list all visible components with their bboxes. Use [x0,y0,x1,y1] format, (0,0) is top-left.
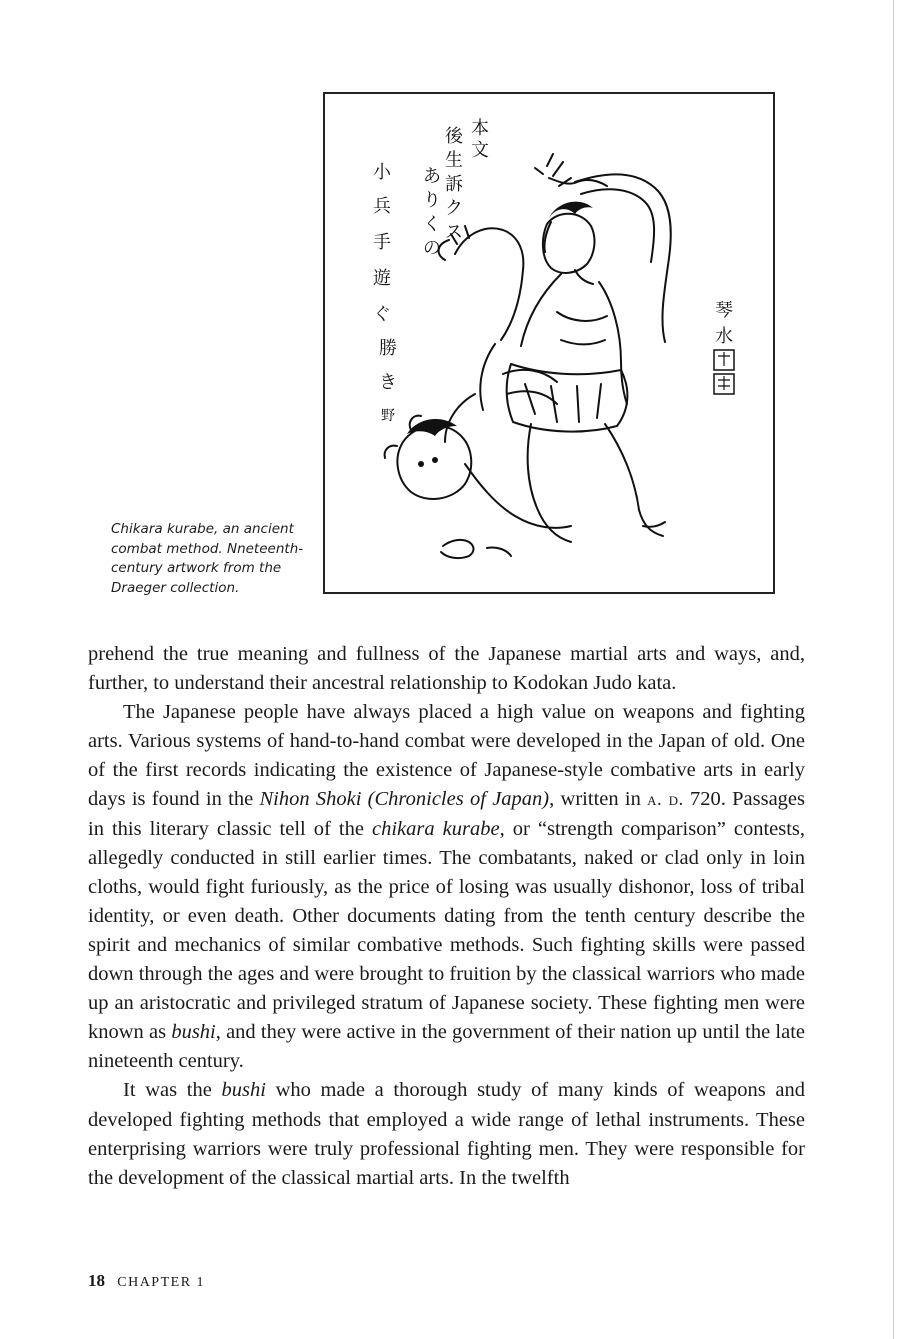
svg-text:ク: ク [445,198,463,219]
paragraph-1: prehend the true meaning and fullness of the Japanese martial arts and ways, and, further, to understand their ancestral relationship to Kodokan Judo kata. [88,643,805,695]
p2-text-b: , written in [549,788,648,811]
page-edge-rule [893,0,894,1339]
svg-text:ス: ス [445,222,463,243]
paragraph-3 [88,1076,805,1192]
svg-text:勝: 勝 [379,338,397,359]
p2-term: chikara kurabe [372,817,500,840]
svg-text:水: 水 [715,326,733,347]
svg-text:本: 本 [471,118,489,139]
p2-text-a: The Japanese people have always placed a high value on weapons and fighting arts. Various systems of hand-to-hand combat were developed in the Japan of old. One of the first records indicating the existence of Japanese-style combative arts in early days is found in the [88,701,805,811]
svg-text:文: 文 [471,140,489,161]
svg-text:遊: 遊 [373,268,391,289]
p3-text-b: who made a thorough study of many kinds of weapons and developed fighting methods that employed a wide range of lethal instruments. These enterprising warriors were truly professional fighting men. They were responsible for the development of the classical martial arts. In the twelfth [88,1079,805,1189]
figure-frame [323,92,775,594]
p2-bushi: bushi [171,1021,216,1044]
p2-era: a. d. [647,789,684,811]
svg-text:く: く [423,214,441,235]
body-text [88,640,805,1193]
p2-book-title: Nihon Shoki (Chronicles of Japan) [259,788,550,811]
svg-text:生: 生 [445,150,463,171]
p2-text-e: , and they were active in the government of their nation up until the late nineteenth century. [88,1021,805,1073]
svg-text:り: り [423,190,441,211]
chapter-label: CHAPTER 1 [117,1275,206,1290]
svg-text:琴: 琴 [715,300,733,321]
svg-text:き: き [379,372,397,393]
p3-text-a: It was the [123,1079,222,1102]
svg-text:後: 後 [445,126,463,147]
svg-text:訴: 訴 [445,174,463,195]
p2-text-c: 720. Passages in this literary classic tell of the [88,788,805,840]
p3-bushi: bushi [221,1079,266,1102]
wrestlers-illustration [325,94,773,592]
svg-text:野: 野 [381,408,395,424]
figure-caption [111,520,316,598]
caption-text: Chikara kurabe, an ancient combat method. Nneteenth-century artwork from the Draeger collection. [111,521,304,596]
paragraph-2 [88,698,805,1076]
svg-text:手: 手 [373,232,391,253]
page-number: 18 [88,1271,105,1290]
p2-text-d: , or “strength comparison” contests, allegedly conducted in still earlier times. The combatants, naked or clad only in loin cloths, would fight furiously, as the price of losing was usually dishonor, loss of tribal identity, or even death. Other documents dating from the tenth century describe the spirit and mechanics of similar combative methods. Such fighting skills were passed down through the ages and were brought to fruition by the classical warriors who made up an aristocratic and privileged stratum of Japanese society. These fighting men were known as [88,817,806,1044]
svg-text:兵: 兵 [373,196,391,217]
svg-text:の: の [423,238,441,259]
svg-text:小: 小 [373,162,391,183]
svg-text:あ: あ [423,166,441,187]
svg-text:ぐ: ぐ [373,304,391,325]
page-footer [88,1271,205,1291]
